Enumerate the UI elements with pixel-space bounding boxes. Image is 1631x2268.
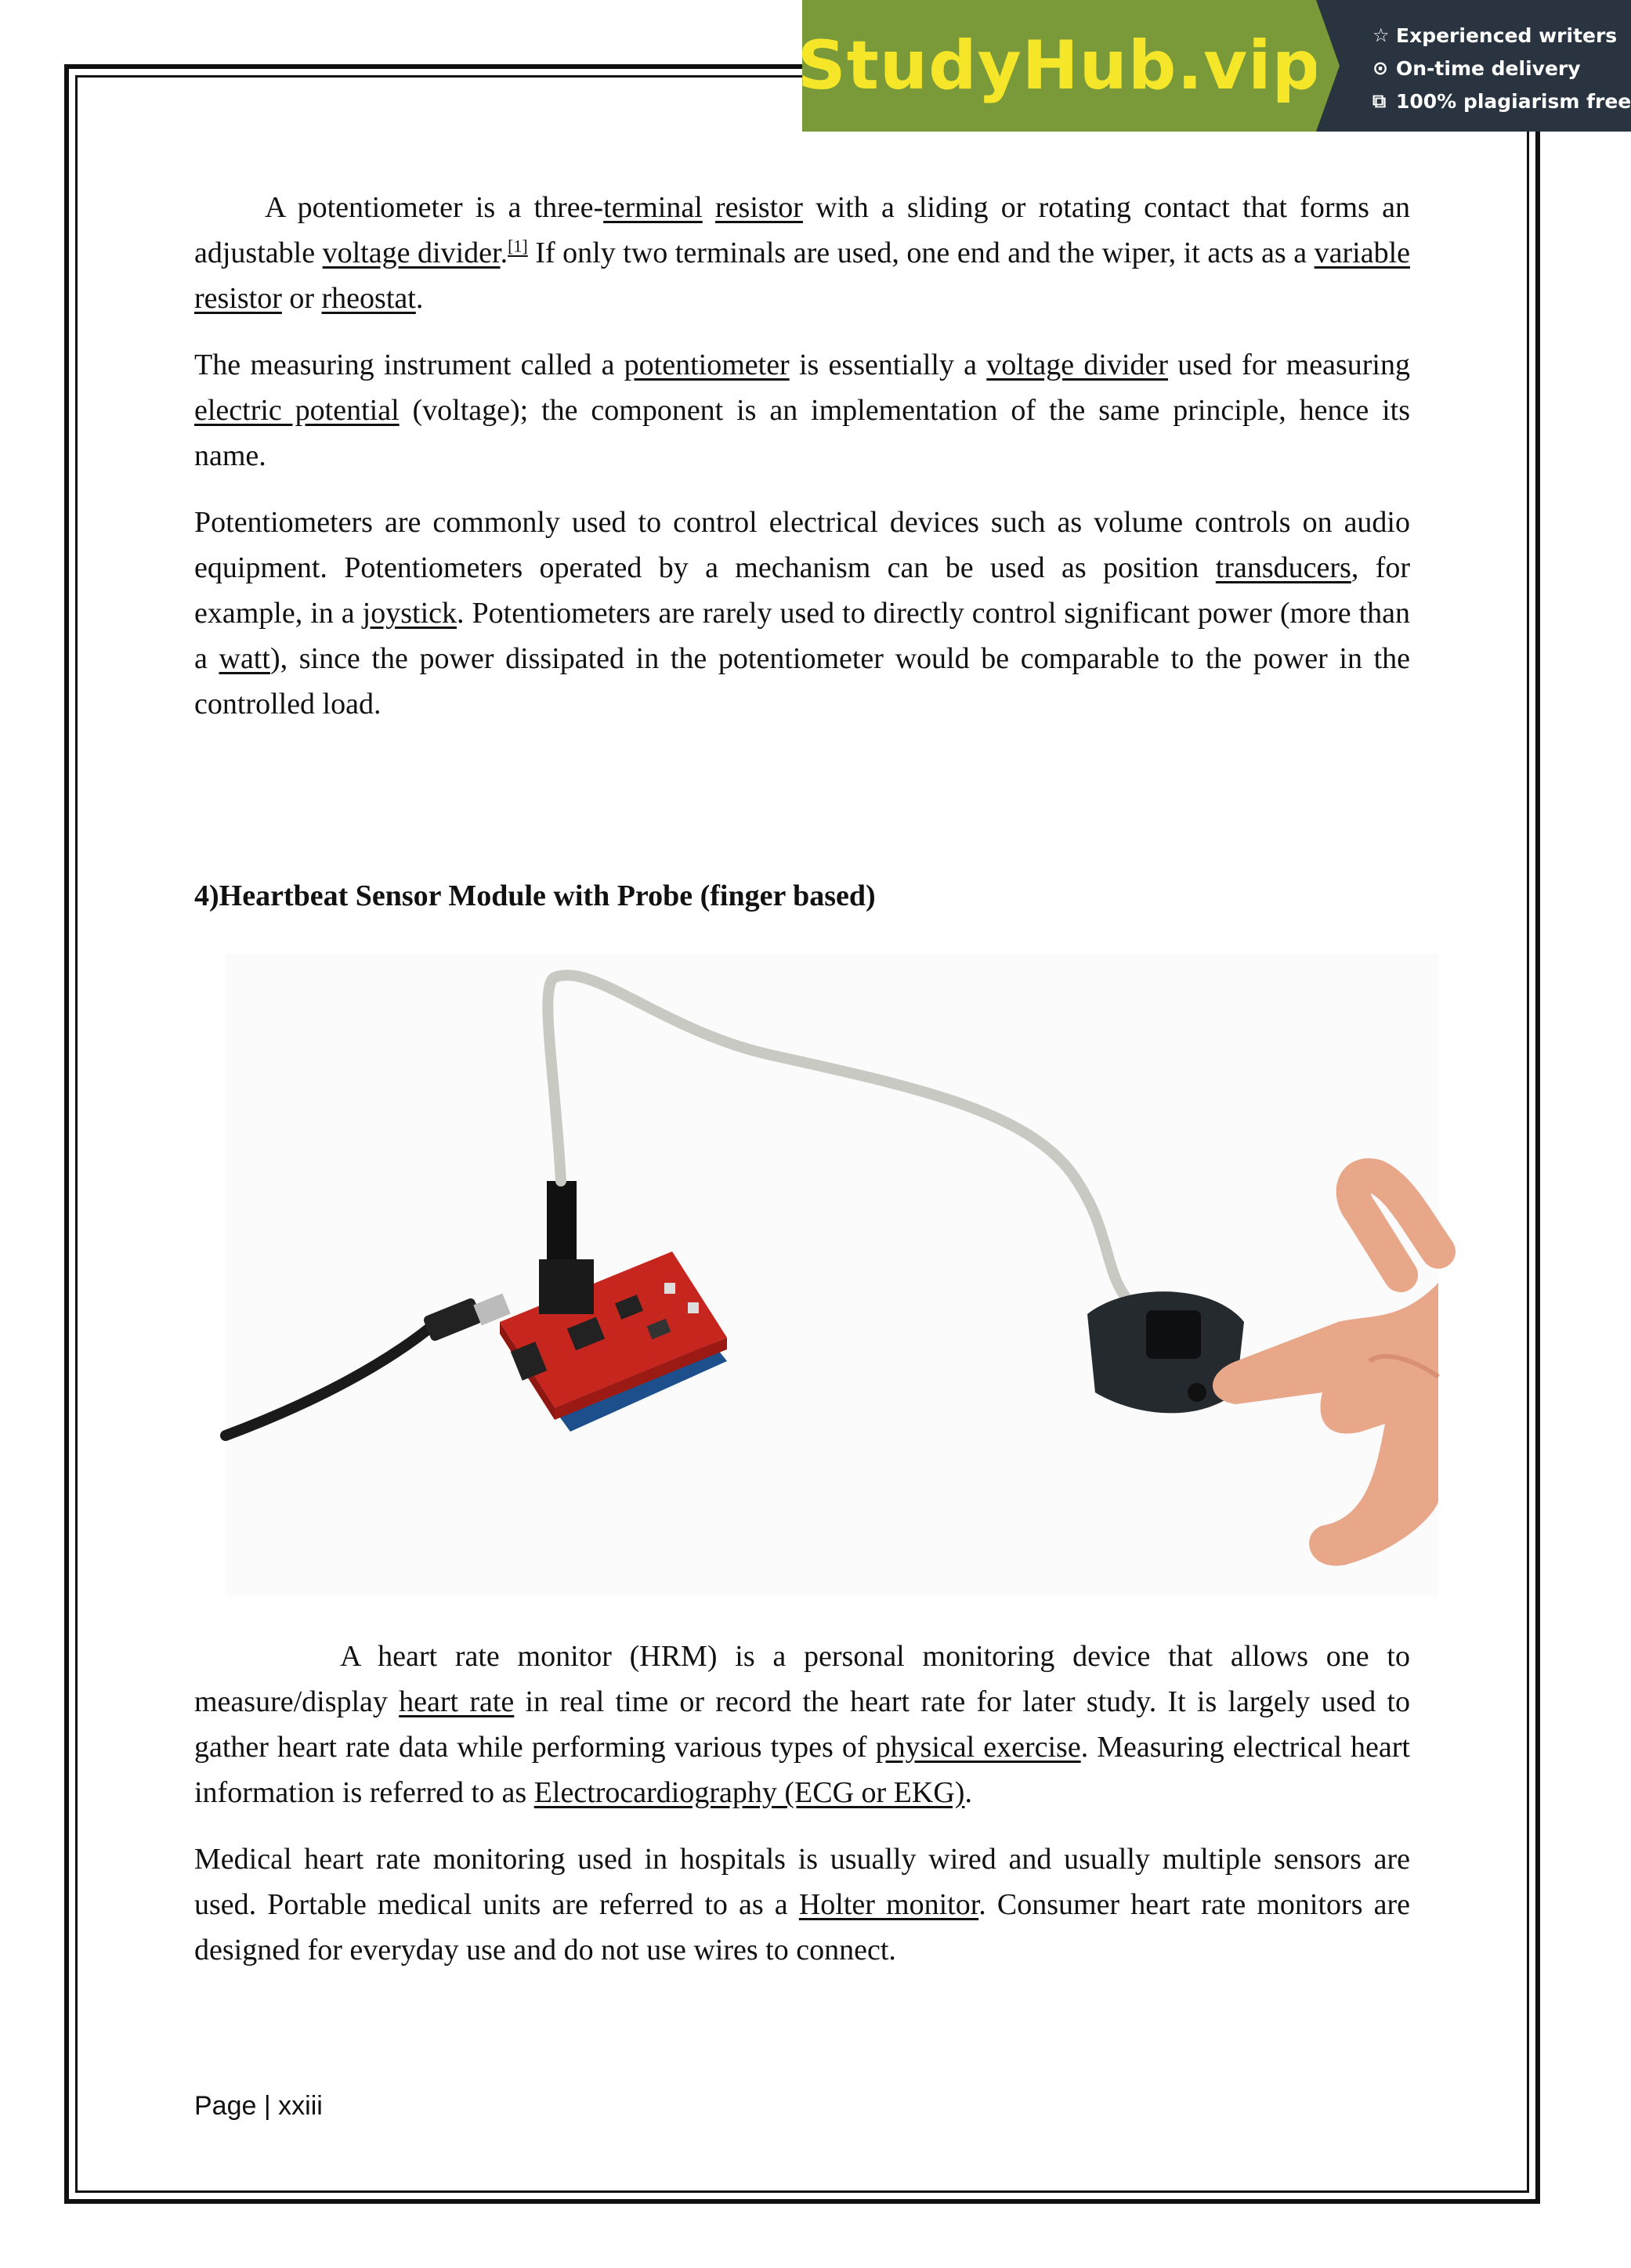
probe-display bbox=[1146, 1310, 1201, 1359]
link-electric-potential[interactable]: electric potential bbox=[194, 394, 400, 427]
text-run: The measuring instrument called a bbox=[194, 349, 624, 381]
ad-feature-item bbox=[1372, 52, 1631, 85]
footer-page-label: Page bbox=[194, 2091, 257, 2121]
footer-page-number: xxiii bbox=[278, 2091, 323, 2121]
page-footer bbox=[194, 2091, 323, 2122]
hand bbox=[1213, 1283, 1438, 1566]
usb-cable bbox=[226, 1322, 437, 1436]
probe-cable bbox=[548, 975, 1127, 1298]
link-reference-1[interactable]: [1] bbox=[508, 236, 528, 256]
paragraph-measuring-instrument bbox=[194, 342, 1410, 479]
text-run: or bbox=[281, 282, 322, 315]
text-run: . Consumer heart rate monitors are designed for everyday use and do not use wires to connect. bbox=[194, 1888, 1410, 1966]
usb-plug bbox=[422, 1297, 483, 1342]
copy-icon: ⧉ bbox=[1372, 90, 1387, 112]
paragraph-potentiometer-uses bbox=[194, 500, 1410, 727]
link-potentiometer[interactable]: potentiometer bbox=[624, 349, 790, 381]
text-run: . Measuring electrical heart information is referred to as bbox=[194, 1731, 1410, 1809]
text-run: . bbox=[415, 282, 424, 315]
star-icon: ☆ bbox=[1372, 24, 1390, 46]
body-text-upper bbox=[194, 185, 1410, 748]
link-resistor[interactable]: resistor bbox=[715, 191, 803, 224]
text-run: Potentiometers are commonly used to control electrical devices such as volume controls on audio equipment. Potentiometers operated by a mechanism can be used as position bbox=[194, 506, 1410, 584]
text-run: . bbox=[500, 237, 508, 269]
paragraph-heart-rate-monitor bbox=[194, 1634, 1410, 1815]
link-variable-resistor[interactable]: variable resistor bbox=[194, 237, 1411, 315]
text-run: (voltage); the component is an implementation of the same principle, hence its name. bbox=[194, 394, 1410, 472]
ad-feature-item bbox=[1372, 19, 1631, 52]
text-run: used for measuring bbox=[1168, 349, 1410, 381]
link-terminal[interactable]: terminal bbox=[603, 191, 703, 224]
link-physical-exercise[interactable]: physical exercise bbox=[875, 1731, 1081, 1764]
ad-feature-item bbox=[1372, 85, 1631, 117]
ad-features-panel bbox=[1316, 0, 1631, 132]
link-voltage-divider[interactable]: voltage divider bbox=[986, 349, 1169, 381]
paragraph-potentiometer-intro bbox=[194, 185, 1410, 321]
ad-feature-label: 100% plagiarism free bbox=[1396, 89, 1631, 113]
link-rheostat[interactable]: rheostat bbox=[321, 282, 416, 315]
text-run: Medical heart rate monitoring used in hospitals is usually wired and usually multiple sensors are used. Portable medical units are referred to as a bbox=[194, 1843, 1410, 1921]
section-heading: 4)Heartbeat Sensor Module with Probe (finger based) bbox=[194, 879, 876, 912]
text-run: with a sliding or rotating contact that forms an adjustable bbox=[194, 191, 1411, 269]
link-electrocardiography[interactable]: Electrocardiography (ECG or EKG) bbox=[533, 1776, 965, 1809]
text-run: in real time or record the heart rate for later study. It is largely used to gather heart rate data while performing various types of bbox=[194, 1685, 1410, 1764]
footer-separator: | bbox=[263, 2091, 271, 2121]
link-holter-monitor[interactable]: Holter monitor bbox=[798, 1888, 979, 1921]
link-voltage-divider[interactable]: voltage divider bbox=[322, 237, 501, 269]
heartbeat-sensor-photo bbox=[226, 954, 1438, 1596]
text-run: A heart rate monitor (HRM) is a personal monitoring device that allows one to measure/display bbox=[194, 1640, 1410, 1718]
link-joystick[interactable]: joystick bbox=[362, 597, 457, 630]
text-run: A potentiometer is a three- bbox=[265, 191, 604, 224]
ad-banner[interactable] bbox=[797, 0, 1631, 132]
ad-brand-panel[interactable] bbox=[797, 0, 1322, 132]
body-text-lower bbox=[194, 1634, 1410, 1994]
text-run: , for example, in a bbox=[194, 551, 1410, 630]
text-run: . bbox=[964, 1776, 972, 1809]
paragraph-medical-monitoring bbox=[194, 1836, 1410, 1973]
text-run bbox=[703, 191, 715, 224]
text-run: ), since the power dissipated in the potentiometer would be comparable to the power in the controlled load. bbox=[194, 642, 1410, 720]
link-heart-rate[interactable]: heart rate bbox=[399, 1685, 515, 1718]
ad-feature-label: Experienced writers bbox=[1396, 23, 1618, 47]
link-transducers[interactable]: transducers bbox=[1215, 551, 1351, 584]
text-run: is essentially a bbox=[789, 349, 987, 381]
ad-feature-label: On-time delivery bbox=[1396, 56, 1581, 80]
text-run: . Potentiometers are rarely used to directly control significant power (more than a bbox=[194, 597, 1410, 675]
clock-icon: ⊙ bbox=[1372, 57, 1389, 79]
text-run: If only two terminals are used, one end and the wiper, it acts as a bbox=[527, 237, 1315, 269]
link-watt[interactable]: watt bbox=[219, 642, 270, 675]
ad-brand-logo[interactable]: StudyHub.vip bbox=[797, 27, 1322, 105]
